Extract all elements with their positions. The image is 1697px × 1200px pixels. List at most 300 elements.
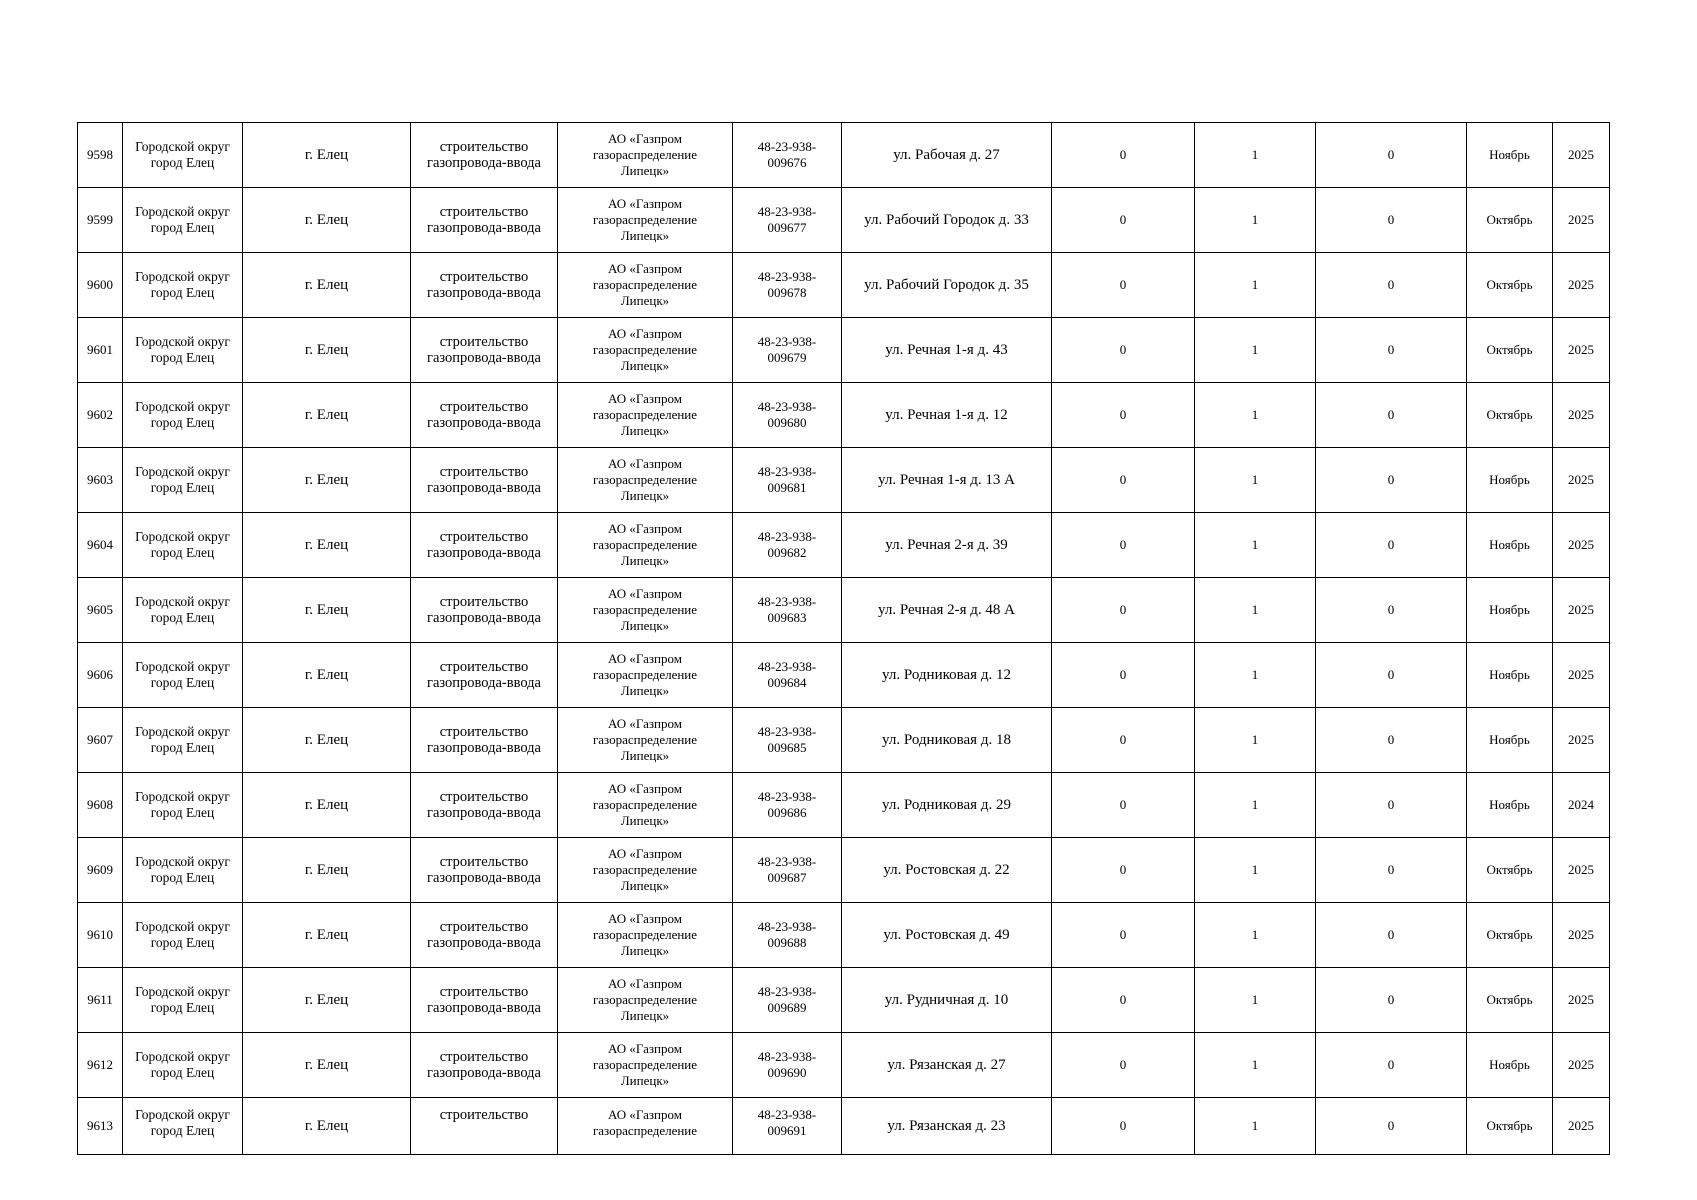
organization-line: Липецк» bbox=[620, 293, 670, 308]
city-cell: г. Елец bbox=[243, 643, 411, 708]
organization-line: Липецк» bbox=[620, 683, 670, 698]
organization-cell bbox=[558, 773, 733, 838]
value-2-cell: 1 bbox=[1195, 253, 1316, 318]
organization-line: АО «Газпром bbox=[608, 651, 682, 666]
year-cell: 2025 bbox=[1553, 253, 1610, 318]
district-cell bbox=[123, 903, 243, 968]
value-2-cell: 1 bbox=[1195, 188, 1316, 253]
organization-line: газораспределение bbox=[592, 732, 698, 747]
document-page bbox=[77, 122, 1609, 1155]
organization-cell bbox=[558, 253, 733, 318]
work-type-line: строительство bbox=[439, 854, 529, 870]
address-cell: ул. Рязанская д. 27 bbox=[842, 1033, 1052, 1098]
district-line: Городской округ bbox=[135, 724, 230, 739]
value-2-cell: 1 bbox=[1195, 968, 1316, 1033]
district-line: Городской округ bbox=[135, 204, 230, 219]
organization-line: Липецк» bbox=[620, 943, 670, 958]
month-cell: Октябрь bbox=[1467, 188, 1553, 253]
city-cell: г. Елец bbox=[243, 188, 411, 253]
work-type-line: газопровода-ввода bbox=[427, 1065, 541, 1081]
organization-line: газораспределение bbox=[592, 797, 698, 812]
value-2-cell: 1 bbox=[1195, 1033, 1316, 1098]
organization-line: АО «Газпром bbox=[608, 456, 682, 471]
object-code-line: 009688 bbox=[767, 935, 807, 950]
work-type-line: строительство bbox=[439, 529, 529, 545]
organization-line: Липецк» bbox=[620, 553, 670, 568]
work-type-line: строительство bbox=[439, 139, 529, 155]
organization-line: АО «Газпром bbox=[608, 716, 682, 731]
city-cell: г. Елец bbox=[243, 513, 411, 578]
year-cell: 2025 bbox=[1553, 188, 1610, 253]
address-cell: ул. Рабочий Городок д. 35 bbox=[842, 253, 1052, 318]
row-number-cell: 9610 bbox=[78, 903, 123, 968]
address-cell: ул. Ростовская д. 49 bbox=[842, 903, 1052, 968]
district-line: Городской округ bbox=[135, 1107, 230, 1122]
year-cell: 2025 bbox=[1553, 448, 1610, 513]
row-number-cell: 9611 bbox=[78, 968, 123, 1033]
table-row bbox=[78, 838, 1610, 903]
city-cell: г. Елец bbox=[243, 123, 411, 188]
district-cell bbox=[123, 1098, 243, 1155]
organization-line: газораспределение bbox=[592, 862, 698, 877]
value-1-cell: 0 bbox=[1052, 383, 1195, 448]
object-code-line: 009685 bbox=[767, 740, 807, 755]
organization-cell bbox=[558, 708, 733, 773]
object-code-line: 48-23-938- bbox=[757, 854, 817, 869]
table-row bbox=[78, 383, 1610, 448]
work-type-cell bbox=[411, 1098, 558, 1155]
organization-cell bbox=[558, 383, 733, 448]
organization-cell bbox=[558, 578, 733, 643]
object-code-cell bbox=[733, 253, 842, 318]
row-number-cell: 9603 bbox=[78, 448, 123, 513]
object-code-line: 009682 bbox=[767, 545, 807, 560]
city-cell: г. Елец bbox=[243, 838, 411, 903]
month-cell: Октябрь bbox=[1467, 318, 1553, 383]
organization-line: газораспределение bbox=[592, 147, 698, 162]
district-line: город Елец bbox=[150, 350, 215, 365]
object-code-line: 009677 bbox=[767, 220, 807, 235]
address-cell: ул. Рабочая д. 27 bbox=[842, 123, 1052, 188]
object-code-line: 48-23-938- bbox=[757, 984, 817, 999]
organization-line: АО «Газпром bbox=[608, 1107, 682, 1122]
year-cell: 2025 bbox=[1553, 968, 1610, 1033]
month-cell: Октябрь bbox=[1467, 383, 1553, 448]
value-3-cell: 0 bbox=[1316, 318, 1467, 383]
year-cell: 2025 bbox=[1553, 1033, 1610, 1098]
table-row bbox=[78, 123, 1610, 188]
object-code-cell bbox=[733, 318, 842, 383]
work-type-line: газопровода-ввода bbox=[427, 870, 541, 886]
organization-line: АО «Газпром bbox=[608, 846, 682, 861]
district-line: город Елец bbox=[150, 935, 215, 950]
object-code-line: 48-23-938- bbox=[757, 1107, 817, 1122]
district-cell bbox=[123, 383, 243, 448]
table-body bbox=[78, 123, 1610, 1155]
value-3-cell: 0 bbox=[1316, 643, 1467, 708]
district-line: Городской округ bbox=[135, 919, 230, 934]
value-3-cell: 0 bbox=[1316, 383, 1467, 448]
organization-line: АО «Газпром bbox=[608, 391, 682, 406]
object-code-line: 48-23-938- bbox=[757, 399, 817, 414]
district-line: Городской округ bbox=[135, 594, 230, 609]
object-code-line: 48-23-938- bbox=[757, 659, 817, 674]
object-code-cell bbox=[733, 123, 842, 188]
organization-line: газораспределение bbox=[592, 1057, 698, 1072]
district-line: город Елец bbox=[150, 1123, 215, 1138]
district-cell bbox=[123, 253, 243, 318]
organization-line: газораспределение bbox=[592, 1123, 698, 1138]
value-2-cell: 1 bbox=[1195, 318, 1316, 383]
work-type-line: газопровода-ввода bbox=[427, 545, 541, 561]
object-code-cell bbox=[733, 578, 842, 643]
row-number-cell: 9600 bbox=[78, 253, 123, 318]
city-cell: г. Елец bbox=[243, 903, 411, 968]
work-type-line: газопровода-ввода bbox=[427, 935, 541, 951]
work-type-cell bbox=[411, 383, 558, 448]
month-cell: Октябрь bbox=[1467, 903, 1553, 968]
city-cell: г. Елец bbox=[243, 708, 411, 773]
value-2-cell: 1 bbox=[1195, 773, 1316, 838]
work-type-line: газопровода-ввода bbox=[427, 415, 541, 431]
object-code-line: 009687 bbox=[767, 870, 807, 885]
city-cell: г. Елец bbox=[243, 773, 411, 838]
city-cell: г. Елец bbox=[243, 578, 411, 643]
organization-line: газораспределение bbox=[592, 277, 698, 292]
district-line: город Елец bbox=[150, 415, 215, 430]
work-type-line: строительство bbox=[439, 204, 529, 220]
value-1-cell: 0 bbox=[1052, 708, 1195, 773]
object-code-cell bbox=[733, 188, 842, 253]
district-cell bbox=[123, 188, 243, 253]
work-type-line: строительство bbox=[439, 659, 529, 675]
object-code-line: 48-23-938- bbox=[757, 529, 817, 544]
organization-line: газораспределение bbox=[592, 537, 698, 552]
object-code-line: 48-23-938- bbox=[757, 919, 817, 934]
value-2-cell: 1 bbox=[1195, 643, 1316, 708]
address-cell: ул. Рудничная д. 10 bbox=[842, 968, 1052, 1033]
work-type-line: строительство bbox=[439, 269, 529, 285]
object-code-cell bbox=[733, 643, 842, 708]
value-3-cell: 0 bbox=[1316, 578, 1467, 643]
month-cell: Ноябрь bbox=[1467, 643, 1553, 708]
organization-line: АО «Газпром bbox=[608, 131, 682, 146]
address-cell: ул. Речная 2-я д. 48 А bbox=[842, 578, 1052, 643]
address-cell: ул. Родниковая д. 12 bbox=[842, 643, 1052, 708]
work-type-line: газопровода-ввода bbox=[427, 675, 541, 691]
district-line: город Елец bbox=[150, 480, 215, 495]
organization-line: Липецк» bbox=[620, 878, 670, 893]
address-cell: ул. Речная 1-я д. 43 bbox=[842, 318, 1052, 383]
value-3-cell: 0 bbox=[1316, 1033, 1467, 1098]
table-row bbox=[78, 318, 1610, 383]
value-3-cell: 0 bbox=[1316, 838, 1467, 903]
work-type-cell bbox=[411, 253, 558, 318]
row-number-cell: 9613 bbox=[78, 1098, 123, 1155]
work-type-line: строительство bbox=[439, 334, 529, 350]
value-3-cell: 0 bbox=[1316, 448, 1467, 513]
work-type-cell bbox=[411, 188, 558, 253]
object-code-line: 009678 bbox=[767, 285, 807, 300]
object-code-cell bbox=[733, 383, 842, 448]
district-line: город Елец bbox=[150, 545, 215, 560]
year-cell: 2025 bbox=[1553, 578, 1610, 643]
city-cell: г. Елец bbox=[243, 383, 411, 448]
organization-line: Липецк» bbox=[620, 1008, 670, 1023]
district-cell bbox=[123, 513, 243, 578]
work-type-cell bbox=[411, 968, 558, 1033]
year-cell: 2025 bbox=[1553, 513, 1610, 578]
district-cell bbox=[123, 773, 243, 838]
value-2-cell: 1 bbox=[1195, 383, 1316, 448]
row-number-cell: 9612 bbox=[78, 1033, 123, 1098]
organization-line: Липецк» bbox=[620, 228, 670, 243]
city-cell: г. Елец bbox=[243, 448, 411, 513]
city-cell: г. Елец bbox=[243, 1033, 411, 1098]
organization-cell bbox=[558, 968, 733, 1033]
year-cell: 2025 bbox=[1553, 383, 1610, 448]
address-cell: ул. Речная 1-я д. 13 А bbox=[842, 448, 1052, 513]
organization-line: газораспределение bbox=[592, 602, 698, 617]
value-1-cell: 0 bbox=[1052, 838, 1195, 903]
object-code-cell bbox=[733, 838, 842, 903]
row-number-cell: 9599 bbox=[78, 188, 123, 253]
district-line: город Елец bbox=[150, 675, 215, 690]
month-cell: Октябрь bbox=[1467, 968, 1553, 1033]
month-cell: Ноябрь bbox=[1467, 1033, 1553, 1098]
organization-line: Липецк» bbox=[620, 423, 670, 438]
object-code-line: 48-23-938- bbox=[757, 1049, 817, 1064]
organization-line: АО «Газпром bbox=[608, 586, 682, 601]
organization-line: АО «Газпром bbox=[608, 261, 682, 276]
object-code-line: 48-23-938- bbox=[757, 464, 817, 479]
organization-cell bbox=[558, 318, 733, 383]
organization-line: газораспределение bbox=[592, 667, 698, 682]
table-row bbox=[78, 578, 1610, 643]
district-line: Городской округ bbox=[135, 659, 230, 674]
year-cell: 2025 bbox=[1553, 838, 1610, 903]
district-cell bbox=[123, 643, 243, 708]
organization-cell bbox=[558, 188, 733, 253]
value-3-cell: 0 bbox=[1316, 513, 1467, 578]
organization-line: Липецк» bbox=[620, 488, 670, 503]
work-type-line: газопровода-ввода bbox=[427, 805, 541, 821]
value-2-cell: 1 bbox=[1195, 1098, 1316, 1155]
city-cell: г. Елец bbox=[243, 1098, 411, 1155]
organization-line: Липецк» bbox=[620, 748, 670, 763]
row-number-cell: 9605 bbox=[78, 578, 123, 643]
organization-line: Липецк» bbox=[620, 1073, 670, 1088]
district-line: город Елец bbox=[150, 805, 215, 820]
object-code-line: 009676 bbox=[767, 155, 807, 170]
work-type-line: газопровода-ввода bbox=[427, 155, 541, 171]
object-code-cell bbox=[733, 448, 842, 513]
value-3-cell: 0 bbox=[1316, 253, 1467, 318]
city-cell: г. Елец bbox=[243, 253, 411, 318]
object-code-cell bbox=[733, 708, 842, 773]
month-cell: Ноябрь bbox=[1467, 513, 1553, 578]
district-line: город Елец bbox=[150, 285, 215, 300]
value-1-cell: 0 bbox=[1052, 578, 1195, 643]
value-2-cell: 1 bbox=[1195, 578, 1316, 643]
district-line: Городской округ bbox=[135, 464, 230, 479]
row-number-cell: 9608 bbox=[78, 773, 123, 838]
organization-line: газораспределение bbox=[592, 407, 698, 422]
organization-line: Липецк» bbox=[620, 163, 670, 178]
table-row bbox=[78, 773, 1610, 838]
year-cell: 2025 bbox=[1553, 123, 1610, 188]
table-row bbox=[78, 968, 1610, 1033]
work-type-cell bbox=[411, 1033, 558, 1098]
value-1-cell: 0 bbox=[1052, 903, 1195, 968]
organization-line: АО «Газпром bbox=[608, 521, 682, 536]
object-code-line: 009686 bbox=[767, 805, 807, 820]
gas-connection-table bbox=[77, 122, 1610, 1155]
district-line: Городской округ bbox=[135, 334, 230, 349]
value-1-cell: 0 bbox=[1052, 1033, 1195, 1098]
organization-line: АО «Газпром bbox=[608, 326, 682, 341]
organization-line: АО «Газпром bbox=[608, 781, 682, 796]
value-1-cell: 0 bbox=[1052, 253, 1195, 318]
year-cell: 2025 bbox=[1553, 1098, 1610, 1155]
object-code-line: 48-23-938- bbox=[757, 334, 817, 349]
value-3-cell: 0 bbox=[1316, 773, 1467, 838]
table-row bbox=[78, 188, 1610, 253]
work-type-line: строительство bbox=[439, 724, 529, 740]
work-type-cell bbox=[411, 513, 558, 578]
organization-line: Липецк» bbox=[620, 358, 670, 373]
value-3-cell: 0 bbox=[1316, 708, 1467, 773]
object-code-line: 48-23-938- bbox=[757, 269, 817, 284]
organization-cell bbox=[558, 1098, 733, 1155]
value-3-cell: 0 bbox=[1316, 903, 1467, 968]
value-3-cell: 0 bbox=[1316, 123, 1467, 188]
district-cell bbox=[123, 708, 243, 773]
table-row bbox=[78, 1098, 1610, 1155]
work-type-line: строительство bbox=[439, 984, 529, 1000]
organization-cell bbox=[558, 123, 733, 188]
work-type-cell bbox=[411, 773, 558, 838]
value-1-cell: 0 bbox=[1052, 123, 1195, 188]
value-3-cell: 0 bbox=[1316, 188, 1467, 253]
object-code-line: 009691 bbox=[767, 1123, 807, 1138]
row-number-cell: 9598 bbox=[78, 123, 123, 188]
month-cell: Ноябрь bbox=[1467, 773, 1553, 838]
district-line: город Елец bbox=[150, 155, 215, 170]
work-type-cell bbox=[411, 578, 558, 643]
address-cell: ул. Речная 1-я д. 12 bbox=[842, 383, 1052, 448]
address-cell: ул. Рязанская д. 23 bbox=[842, 1098, 1052, 1155]
object-code-line: 009690 bbox=[767, 1065, 807, 1080]
table-row bbox=[78, 1033, 1610, 1098]
work-type-line: газопровода-ввода bbox=[427, 350, 541, 366]
table-row bbox=[78, 708, 1610, 773]
district-cell bbox=[123, 838, 243, 903]
month-cell: Ноябрь bbox=[1467, 448, 1553, 513]
object-code-line: 009681 bbox=[767, 480, 807, 495]
value-1-cell: 0 bbox=[1052, 968, 1195, 1033]
object-code-cell bbox=[733, 968, 842, 1033]
work-type-line: газопровода-ввода bbox=[427, 1000, 541, 1016]
object-code-line: 48-23-938- bbox=[757, 139, 817, 154]
table-row bbox=[78, 448, 1610, 513]
object-code-line: 009680 bbox=[767, 415, 807, 430]
district-line: Городской округ bbox=[135, 789, 230, 804]
object-code-line: 48-23-938- bbox=[757, 789, 817, 804]
table-row bbox=[78, 513, 1610, 578]
year-cell: 2025 bbox=[1553, 643, 1610, 708]
object-code-line: 48-23-938- bbox=[757, 594, 817, 609]
month-cell: Октябрь bbox=[1467, 1098, 1553, 1155]
district-cell bbox=[123, 578, 243, 643]
organization-cell bbox=[558, 513, 733, 578]
organization-line: АО «Газпром bbox=[608, 196, 682, 211]
row-number-cell: 9601 bbox=[78, 318, 123, 383]
value-2-cell: 1 bbox=[1195, 513, 1316, 578]
organization-line: Липецк» bbox=[620, 618, 670, 633]
year-cell: 2025 bbox=[1553, 708, 1610, 773]
object-code-line: 009683 bbox=[767, 610, 807, 625]
value-2-cell: 1 bbox=[1195, 708, 1316, 773]
month-cell: Октябрь bbox=[1467, 838, 1553, 903]
city-cell: г. Елец bbox=[243, 318, 411, 383]
district-line: город Елец bbox=[150, 740, 215, 755]
value-1-cell: 0 bbox=[1052, 318, 1195, 383]
table-row bbox=[78, 253, 1610, 318]
district-line: Городской округ bbox=[135, 399, 230, 414]
district-cell bbox=[123, 968, 243, 1033]
table-row bbox=[78, 903, 1610, 968]
work-type-cell bbox=[411, 708, 558, 773]
value-3-cell: 0 bbox=[1316, 1098, 1467, 1155]
value-2-cell: 1 bbox=[1195, 903, 1316, 968]
object-code-cell bbox=[733, 773, 842, 838]
object-code-line: 48-23-938- bbox=[757, 724, 817, 739]
object-code-cell bbox=[733, 1098, 842, 1155]
value-2-cell: 1 bbox=[1195, 448, 1316, 513]
work-type-cell bbox=[411, 123, 558, 188]
organization-line: газораспределение bbox=[592, 342, 698, 357]
organization-cell bbox=[558, 448, 733, 513]
month-cell: Ноябрь bbox=[1467, 123, 1553, 188]
work-type-line: строительство bbox=[439, 789, 529, 805]
work-type-line: газопровода-ввода bbox=[427, 740, 541, 756]
address-cell: ул. Ростовская д. 22 bbox=[842, 838, 1052, 903]
month-cell: Ноябрь bbox=[1467, 578, 1553, 643]
address-cell: ул. Рабочий Городок д. 33 bbox=[842, 188, 1052, 253]
work-type-cell bbox=[411, 838, 558, 903]
organization-line: АО «Газпром bbox=[608, 1041, 682, 1056]
work-type-cell bbox=[411, 318, 558, 383]
value-3-cell: 0 bbox=[1316, 968, 1467, 1033]
district-line: Городской округ bbox=[135, 984, 230, 999]
object-code-line: 48-23-938- bbox=[757, 204, 817, 219]
organization-line: Липецк» bbox=[620, 813, 670, 828]
value-1-cell: 0 bbox=[1052, 188, 1195, 253]
work-type-line: строительство bbox=[439, 1107, 529, 1123]
work-type-line: строительство bbox=[439, 399, 529, 415]
value-2-cell: 1 bbox=[1195, 123, 1316, 188]
district-line: Городской округ bbox=[135, 1049, 230, 1064]
object-code-line: 009684 bbox=[767, 675, 807, 690]
object-code-line: 009689 bbox=[767, 1000, 807, 1015]
value-1-cell: 0 bbox=[1052, 1098, 1195, 1155]
organization-line: АО «Газпром bbox=[608, 911, 682, 926]
month-cell: Октябрь bbox=[1467, 253, 1553, 318]
work-type-line: строительство bbox=[439, 464, 529, 480]
month-cell: Ноябрь bbox=[1467, 708, 1553, 773]
organization-line: газораспределение bbox=[592, 927, 698, 942]
